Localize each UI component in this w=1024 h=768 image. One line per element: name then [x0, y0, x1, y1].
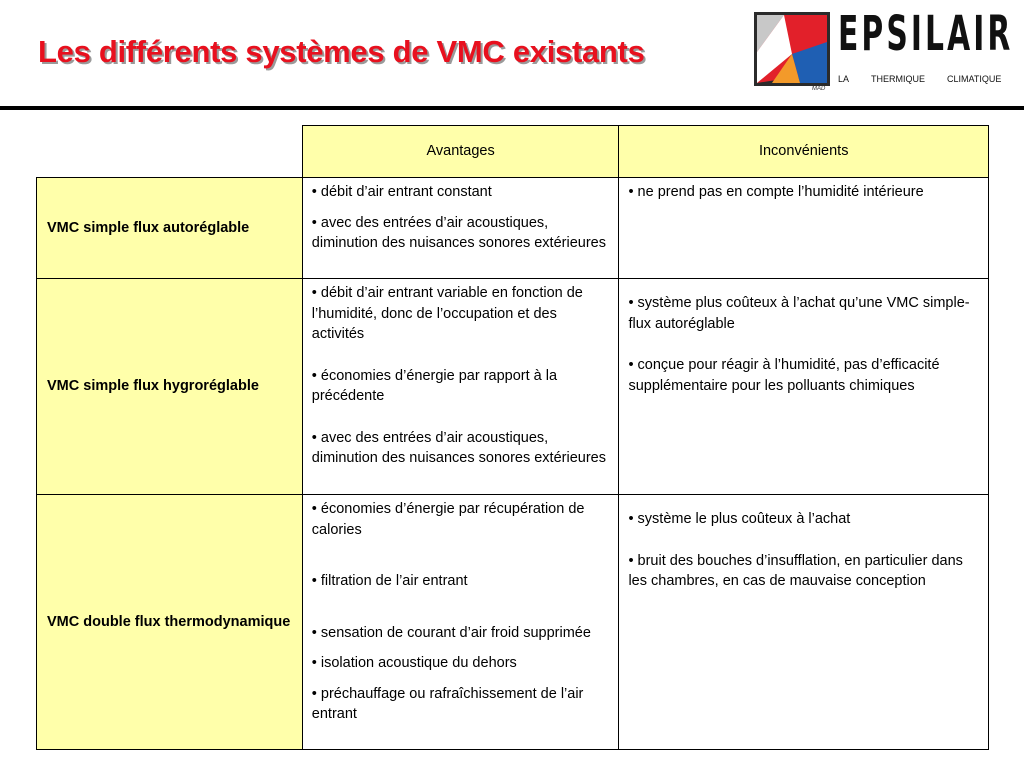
- list-item: • préchauffage ou rafraîchissement de l’air entrant: [311, 685, 584, 722]
- row-label: VMC double flux thermodynamique: [37, 495, 303, 750]
- list-item: • bruit des bouches d’insufflation, en particulier dans les chambres, en cas de mauvaise conception: [628, 552, 963, 589]
- list-item: • débit d’air entrant constant: [311, 184, 492, 200]
- list-item: • ne prend pas en compte l’humidité intérieure: [628, 184, 924, 200]
- row-label: VMC simple flux autoréglable: [37, 178, 303, 279]
- avantages-cell: [302, 178, 619, 279]
- table-row: [37, 279, 989, 495]
- logo-tagline-word: LA: [838, 74, 850, 84]
- list-item: • isolation acoustique du dehors: [311, 655, 517, 671]
- avantages-cell: [302, 495, 619, 750]
- list-item: • sensation de courant d’air froid supprimée: [311, 624, 591, 641]
- epsilair-logo-icon: [754, 12, 830, 86]
- logo-tagline-word: THERMIQUE: [871, 74, 926, 84]
- comparison-table: [36, 125, 989, 750]
- list-item: • filtration de l’air entrant: [311, 573, 468, 589]
- logo-tagline: [838, 74, 1001, 84]
- list-item: • avec des entrées d’air acoustiques, diminution des nuisances sonores extérieures: [311, 214, 606, 251]
- inconvenients-cell: [619, 495, 989, 750]
- logo-wordmark: EPSILAIR: [838, 6, 1014, 62]
- header-divider: [0, 106, 1024, 110]
- list-item: • avec des entrées d’air acoustiques, diminution des nuisances sonores extérieures: [311, 429, 606, 466]
- table-header-row: [37, 126, 989, 178]
- list-item: • conçue pour réagir à l’humidité, pas d’efficacité supplémentaire pour les polluants chimiques: [628, 357, 940, 394]
- avantages-cell: [302, 279, 619, 495]
- logo-tagline-word: CLIMATIQUE: [947, 74, 1002, 84]
- inconvenients-cell: [619, 279, 989, 495]
- column-header-inconvenients: Inconvénients: [619, 126, 989, 178]
- logo-small-text: MAD: [812, 86, 826, 92]
- column-header-avantages: Avantages: [302, 126, 619, 178]
- table-row: [37, 178, 989, 279]
- list-item: • système plus coûteux à l’achat qu’une VMC simple-flux autoréglable: [628, 295, 970, 332]
- list-item: • économies d’énergie par rapport à la précédente: [311, 367, 558, 404]
- list-item: • système le plus coûteux à l’achat: [628, 511, 851, 527]
- table-row: [37, 495, 989, 750]
- corner-cell: [37, 126, 303, 178]
- list-item: • débit d’air entrant variable en fonction de l’humidité, donc de l’occupation et des activités: [311, 285, 583, 342]
- list-item: • économies d’énergie par récupération de calories: [311, 501, 585, 538]
- page-title: Les différents systèmes de VMC existants: [38, 34, 645, 69]
- inconvenients-cell: [619, 178, 989, 279]
- row-label: VMC simple flux hygroréglable: [37, 279, 303, 495]
